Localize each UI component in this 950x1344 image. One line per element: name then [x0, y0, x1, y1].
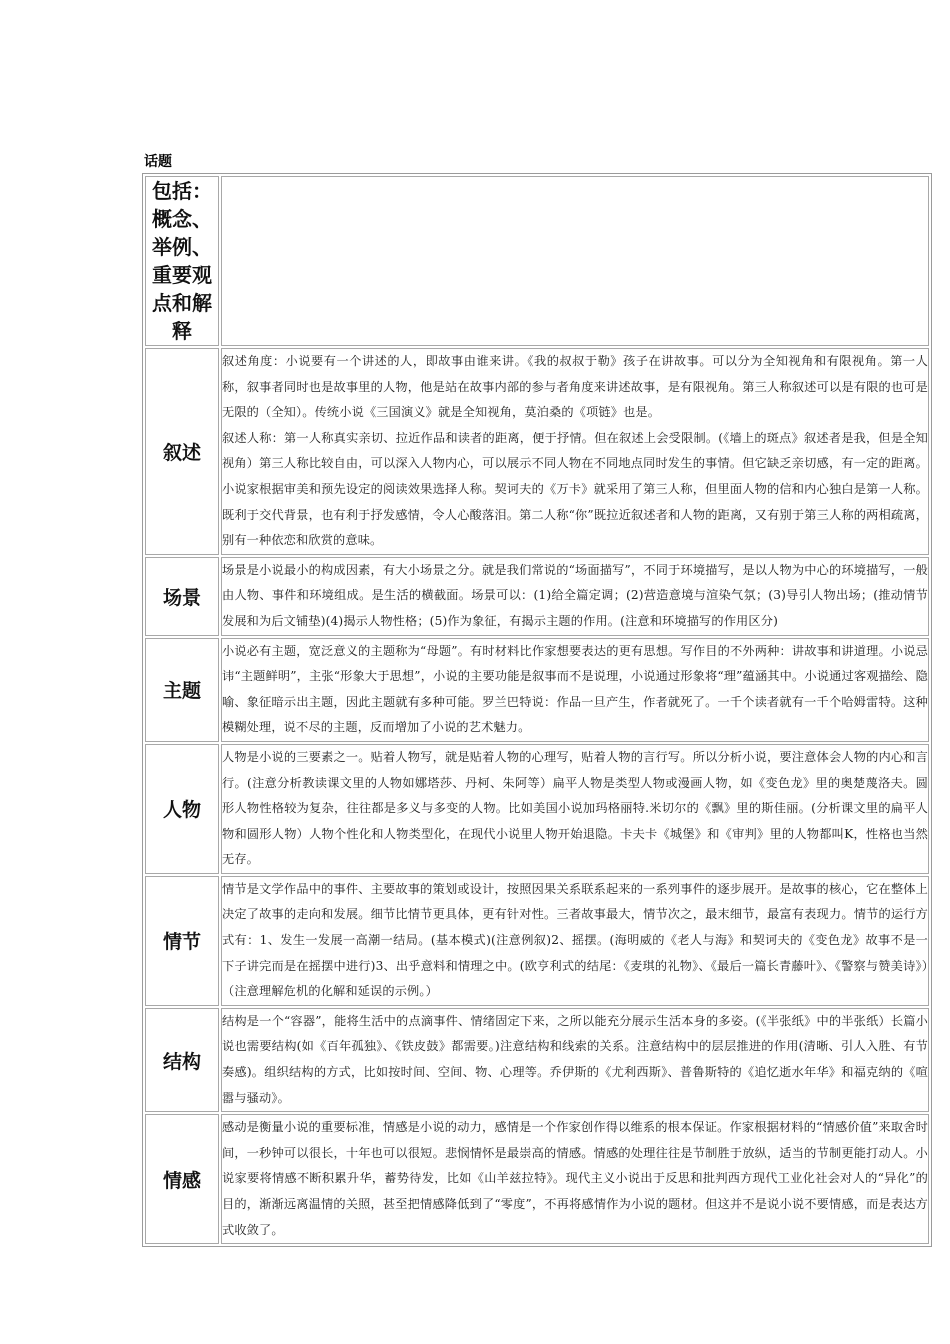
row-paragraph: 小说必有主题，宽泛意义的主题称为“母题”。有时材料比作家想要表达的更有思想。写作目的不外两种：讲故事和讲道理。小说忌讳“主题鲜明”，主张“形象大于思想”，小说的主要功能是叙事而不是说理，小说通过形象将“理”蕴涵其中。小说通过客观描绘、隐喻、象征暗示出主题，因此主题就有多种可能。罗兰巴特说：作品一旦产生，作者就死了。一千个读者就有一千个哈姆雷特。这种模糊处理，说不尽的主题，反而增加了小说的艺术魅力。 — [222, 643, 928, 735]
table-row-structure — [145, 1008, 929, 1112]
table-row-character — [145, 744, 929, 874]
row-paragraph: 叙述人称：第一人称真实亲切、拉近作品和读者的距离，便于抒情。但在叙述上会受限制。(《墙上的斑点》叙述者是我，但是全知视角）第三人称比较自由，可以深入人物内心，可以展示不同人物在不同地点同时发生的事情。但它缺乏亲切感，有一定的距离。小说家根据审美和预先设定的阅读效果选择人称。契诃夫的《万卡》就采用了第三人称，但里面人物的信和内心独白是第一人称。既利于交代背景，也有利于抒发感情，令人心酸落泪。第二人称“你”既拉近叙述者和人物的距离，又有别于第三人称的两相疏离，别有一种依恋和欣赏的意味。 — [222, 430, 928, 548]
topic-table — [142, 173, 932, 1247]
row-content — [221, 876, 929, 1006]
row-paragraph: 情节是文学作品中的事件、主要故事的策划或设计，按照因果关系联系起来的一系列事件的逐步展开。是故事的核心，它在整体上决定了故事的走向和发展。细节比情节更具体，更有针对性。三者故事最大，情节次之，最末细节，最富有表现力。情节的运行方式有：1、发生一发展一高潮一结局。(基本模式)(注意例叙)2、摇摆。(海明威的《老人与海》和契诃夫的《变色龙》故事不是一下子讲完而是在摇摆中进行)3、出乎意料和情理之中。(欧亨利式的结尾：《麦琪的礼物》、《最后一篇长青藤叶》、《警察与赞美诗》）（注意理解危机的化解和延误的示例。） — [222, 881, 928, 999]
row-label: 场景 — [145, 557, 219, 636]
row-label: 主题 — [145, 638, 219, 742]
row-content — [221, 557, 929, 636]
row-content — [221, 348, 929, 555]
row-label: 人物 — [145, 744, 219, 874]
row-content — [221, 1008, 929, 1112]
row-content — [221, 1114, 929, 1244]
table-row-scene — [145, 557, 929, 636]
header-content — [221, 176, 929, 346]
row-paragraph: 感动是衡量小说的重要标准，情感是小说的动力，感情是一个作家创作得以维系的根本保证。作家根据材料的“情感价值”来取舍时间，一秒钟可以很长，十年也可以很短。悲悯情怀是最崇高的情感。情感的处理往往是节制胜于放纵，适当的节制更能打动人。小说家要将情感不断积累升华，蓄势待发，比如《山羊兹拉特》。现代主义小说出于反思和批判西方现代工业化社会对人的“异化”的目的，渐渐远离温情的关照，甚至把情感降低到了“零度”，不再将感情作为小说的题材。但这并不是说小说不要情感，而是表达方式收敛了。 — [222, 1120, 928, 1237]
row-content — [221, 638, 929, 742]
table-header-row — [145, 176, 929, 346]
table-row-emotion — [145, 1114, 929, 1244]
row-label: 叙述 — [145, 348, 219, 555]
row-content — [221, 744, 929, 874]
table-row-narration — [145, 348, 929, 555]
row-label: 结构 — [145, 1008, 219, 1112]
table-row-plot — [145, 876, 929, 1006]
row-paragraph: 人物是小说的三要素之一。贴着人物写，就是贴着人物的心理写，贴着人物的言行写。所以分析小说，要注意体会人物的内心和言行。(注意分析教读课文里的人物如娜塔莎、丹柯、朱阿等）扁平人物是类型人物或漫画人物，如《变色龙》里的奥楚蔑洛夫。圆形人物性格较为复杂，往往都是多义与多变的人物。比如美国小说加玛格丽特.米切尔的《飘》里的斯佳丽。(分析课文里的扁平人物和圆形人物）人物个性化和人物类型化，在现代小说里人物开始退隐。卡夫卡《城堡》和《审判》里的人物都叫K，性格也当然无存。 — [222, 749, 928, 867]
row-paragraph: 场景是小说最小的构成因素，有大小场景之分。就是我们常说的“场面描写”，不同于环境描写，是以人物为中心的环境描写，一般由人物、事件和环境组成。是生活的横截面。场景可以：(1)给全篇定调；(2)营造意境与渲染气氛；(3)导引人物出场；(推动情节发展和为后文铺垫)(4)揭示人物性格；(5)作为象征，有揭示主题的作用。(注意和环境描写的作用区分) — [222, 562, 928, 628]
page-caption: 话题 — [144, 154, 172, 170]
row-label: 情感 — [145, 1114, 219, 1244]
row-paragraph: 结构是一个“容器”，能将生活中的点滴事件、情绪固定下来，之所以能充分展示生活本身的多姿。(《半张纸》中的半张纸）长篇小说也需要结构(如《百年孤独》、《铁皮鼓》都需要。)注意结构和线索的关系。注意结构中的层层推进的作用(清晰、引人入胜、有节奏感)。组织结构的方式，比如按时间、空间、物、心理等。乔伊斯的《尤利西斯》、普鲁斯特的《追忆逝水年华》和福克纳的《喧嚣与骚动》。 — [222, 1013, 928, 1105]
row-paragraph: 叙述角度：小说要有一个讲述的人，即故事由谁来讲。《我的叔叔于勒》孩子在讲故事。可以分为全知视角和有限视角。第一人称，叙事者同时也是故事里的人物，他是站在故事内部的参与者角度来讲述故事，是有限视角。第三人称叙述可以是有限的也可是无限的（全知）。传统小说《三国演义》就是全知视角，莫泊桑的《项链》也是。 — [222, 354, 928, 420]
header-label: 包括：概念、举例、重要观点和解释 — [145, 176, 219, 346]
table-row-theme — [145, 638, 929, 742]
row-label: 情节 — [145, 876, 219, 1006]
